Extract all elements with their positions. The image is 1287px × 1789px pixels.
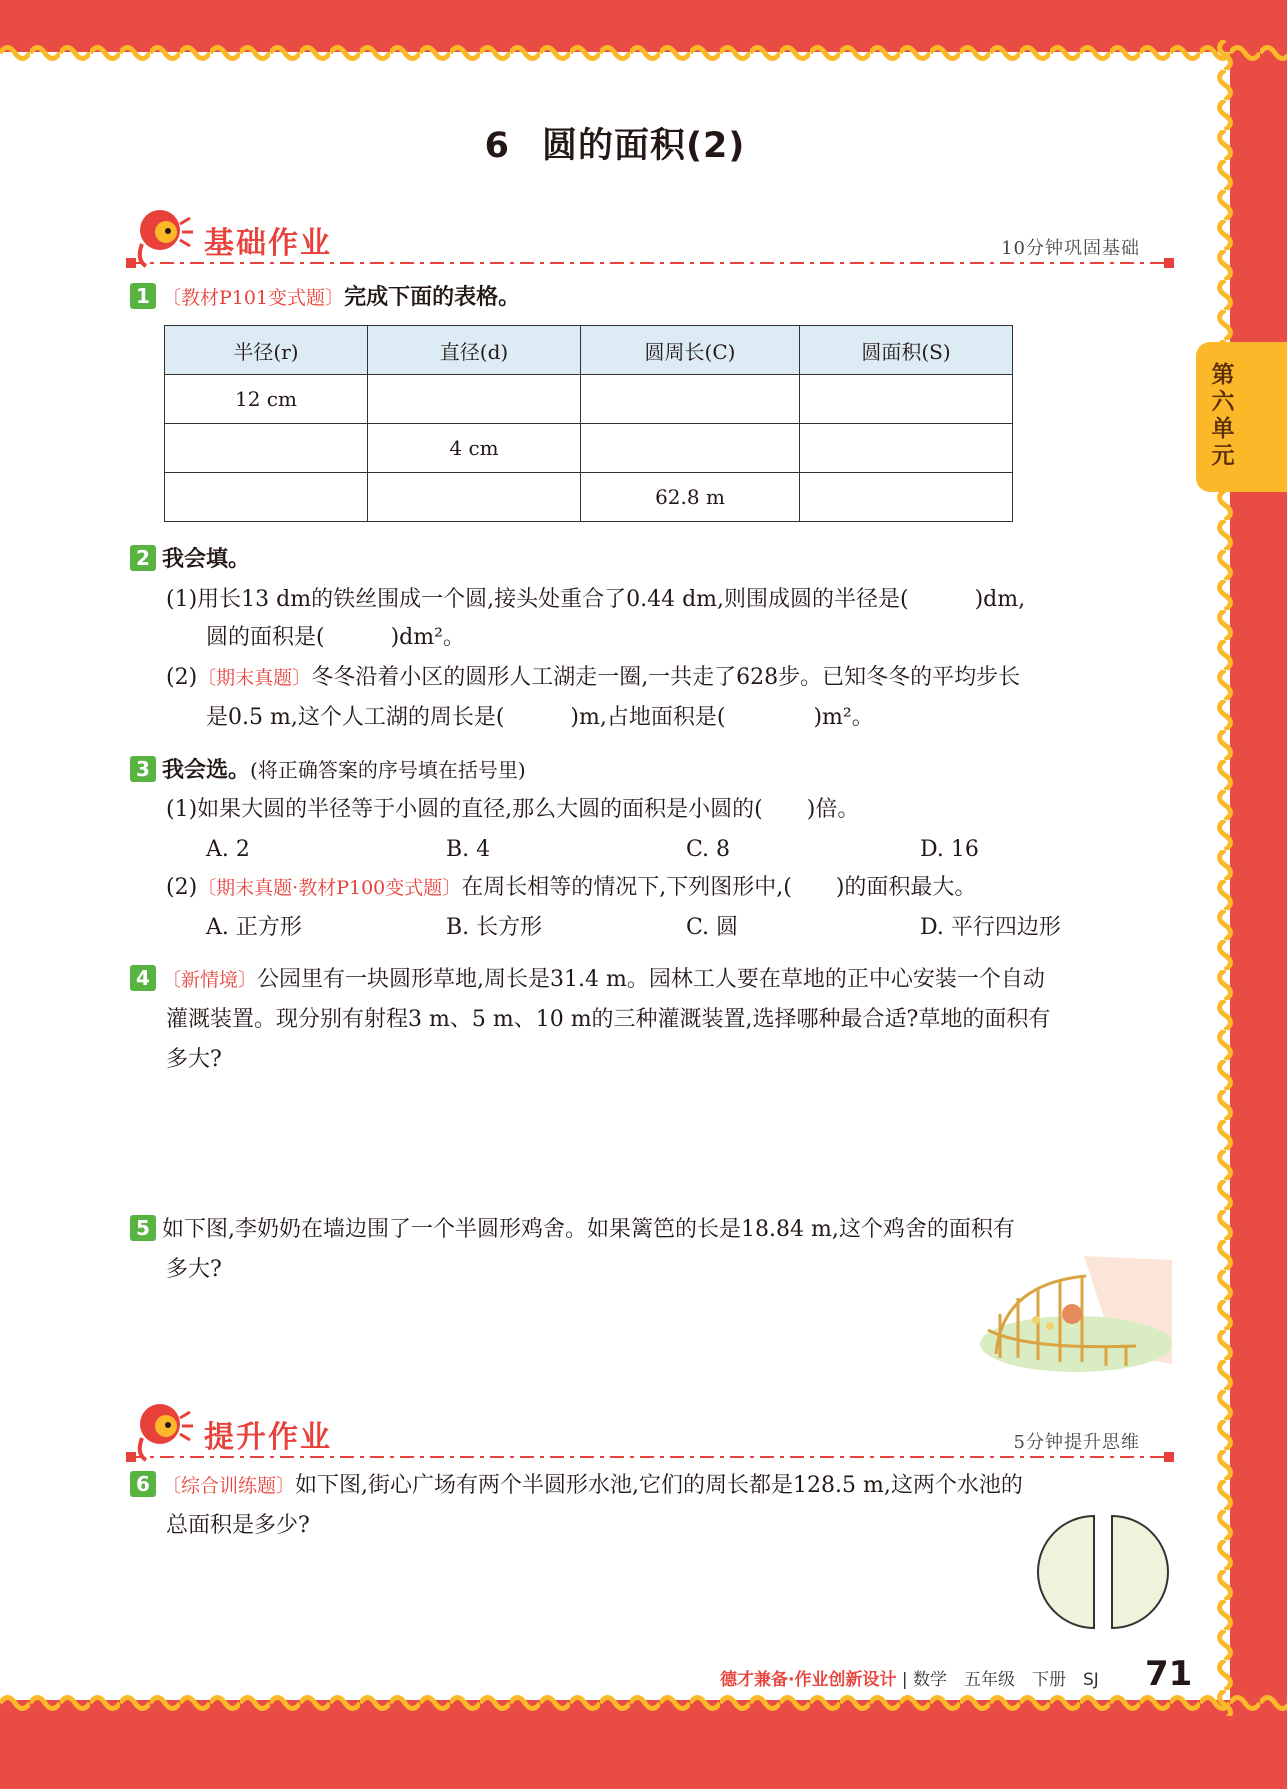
question-1 <box>130 278 1170 318</box>
q2-part1-line1: (1)用长13 dm的铁丝围成一个圆,接头处重合了0.44 dm,则围成圆的半径是( )dm, <box>166 587 1026 612</box>
footer: 德才兼备·作业创新设计 | 数学 五年级 下册 SJ <box>720 1670 1099 1690</box>
q3-part2 <box>166 868 976 908</box>
q2-part1-line2: 圆的面积是( )dm²。 <box>206 625 465 650</box>
title-number: 6 <box>484 126 510 166</box>
question-tag: 〔教材P101变式题〕 <box>162 287 345 309</box>
option: D. 16 <box>920 837 979 862</box>
q2-part2-line2: 是0.5 m,这个人工湖的周长是( )m,占地面积是( )m²。 <box>206 705 874 730</box>
option: B. 4 <box>446 837 491 862</box>
question-2 <box>130 540 1170 580</box>
table-row <box>165 424 1013 473</box>
question-number: 1 <box>130 283 156 309</box>
question-text: 如下图,街心广场有两个半圆形水池,它们的周长都是128.5 m,这两个水池的 <box>295 1473 1023 1498</box>
title-text: 圆的面积(2) <box>542 126 746 166</box>
option: A. 2 <box>206 837 250 862</box>
table-cell <box>368 375 581 424</box>
q2-part2-text: 冬冬沿着小区的圆形人工湖走一圈,一共走了628步。已知冬冬的平均步长 <box>311 665 1021 690</box>
table-cell: 4 cm <box>368 424 581 473</box>
question-4 <box>130 960 1170 1000</box>
option: C. 8 <box>686 837 731 862</box>
table-row <box>165 375 1013 424</box>
section-divider <box>130 262 1170 264</box>
q3-part2-prefix: (2) <box>166 875 198 900</box>
question-number: 3 <box>130 756 156 782</box>
question-text: 公园里有一块圆形草地,周长是31.4 m。园林工人要在草地的正中心安装一个自动 <box>257 967 1045 992</box>
table-cell: 12 cm <box>165 375 368 424</box>
question-6 <box>130 1466 1170 1506</box>
q3-part2-text: 在周长相等的情况下,下列图形中,( )的面积最大。 <box>461 875 977 900</box>
question-number: 4 <box>130 965 156 991</box>
table-row <box>165 473 1013 522</box>
question-tag: 〔综合训练题〕 <box>162 1475 296 1497</box>
option: D. 平行四边形 <box>920 915 1061 940</box>
question-text: 我会填。 <box>162 547 251 572</box>
question-text: 我会选。 <box>162 758 251 783</box>
option: C. 圆 <box>686 915 739 940</box>
q2-part2-line1: (2)〔期末真题〕冬冬沿着小区的圆形人工湖走一圈,一共走了628步。已知冬冬的平均步长 <box>166 665 1021 690</box>
page-title <box>0 118 1230 168</box>
q5-line2: 多大? <box>166 1257 222 1282</box>
table-header: 圆周长(C) <box>581 326 800 375</box>
table-cell <box>581 424 800 473</box>
unit-tab-label: 第六单元 <box>1211 362 1235 469</box>
table-cell: 62.8 m <box>581 473 800 522</box>
mascot-icon <box>132 1398 194 1464</box>
bottom-wave-border <box>0 1690 1287 1716</box>
page-number: 71 <box>1145 1654 1193 1694</box>
section-basic-note: 10分钟巩固基础 <box>1001 238 1140 259</box>
table-cell <box>581 375 800 424</box>
table-cell <box>165 473 368 522</box>
question-tag: 〔新情境〕 <box>162 969 258 991</box>
q4-line3: 多大? <box>166 1047 222 1072</box>
table-cell <box>800 375 1013 424</box>
footer-brand: 德才兼备·作业创新设计 <box>720 1670 897 1690</box>
section-basic-title: 基础作业 <box>204 226 332 261</box>
table-header: 直径(d) <box>368 326 581 375</box>
table-cell <box>800 473 1013 522</box>
question-tag: 〔期末真题〕 <box>197 667 312 689</box>
section-advanced-note: 5分钟提升思维 <box>1013 1432 1140 1453</box>
chicken-coop-illustration <box>966 1254 1172 1376</box>
section-basic-header <box>130 204 1170 274</box>
semicircle-pools-figure <box>1034 1512 1172 1632</box>
question-5 <box>130 1210 1170 1250</box>
table-cell <box>800 424 1013 473</box>
question-text: 完成下面的表格。 <box>344 285 521 310</box>
section-advanced-title: 提升作业 <box>204 1420 332 1455</box>
question-3 <box>130 750 1170 791</box>
table-header: 圆面积(S) <box>800 326 1013 375</box>
q6-line2: 总面积是多少? <box>166 1513 310 1538</box>
question-text: 如下图,李奶奶在墙边围了一个半圆形鸡舍。如果篱笆的长是18.84 m,这个鸡舍的面积有 <box>162 1217 1015 1242</box>
top-wave-border <box>0 40 1287 66</box>
q3-part1: (1)如果大圆的半径等于小圆的直径,那么大圆的面积是小圆的( )倍。 <box>166 797 860 822</box>
q4-line2: 灌溉装置。现分别有射程3 m、5 m、10 m的三种灌溉装置,选择哪种最合适?草地的面积有 <box>166 1007 1051 1032</box>
mascot-icon <box>132 204 194 270</box>
question-number: 6 <box>130 1471 156 1497</box>
circle-table <box>164 325 1013 522</box>
section-divider <box>130 1456 1170 1458</box>
right-wave-border <box>1212 40 1238 1716</box>
question-number: 2 <box>130 545 156 571</box>
option: A. 正方形 <box>206 915 302 940</box>
question-tag: 〔期末真题·教材P100变式题〕 <box>197 877 462 899</box>
question-number: 5 <box>130 1215 156 1241</box>
table-header: 半径(r) <box>165 326 368 375</box>
section-advanced-header <box>130 1398 1170 1468</box>
question-hint: (将正确答案的序号填在括号里) <box>250 758 526 782</box>
table-cell <box>165 424 368 473</box>
option: B. 长方形 <box>446 915 543 940</box>
footer-info: 数学 五年级 下册 SJ <box>913 1670 1099 1690</box>
table-cell <box>368 473 581 522</box>
